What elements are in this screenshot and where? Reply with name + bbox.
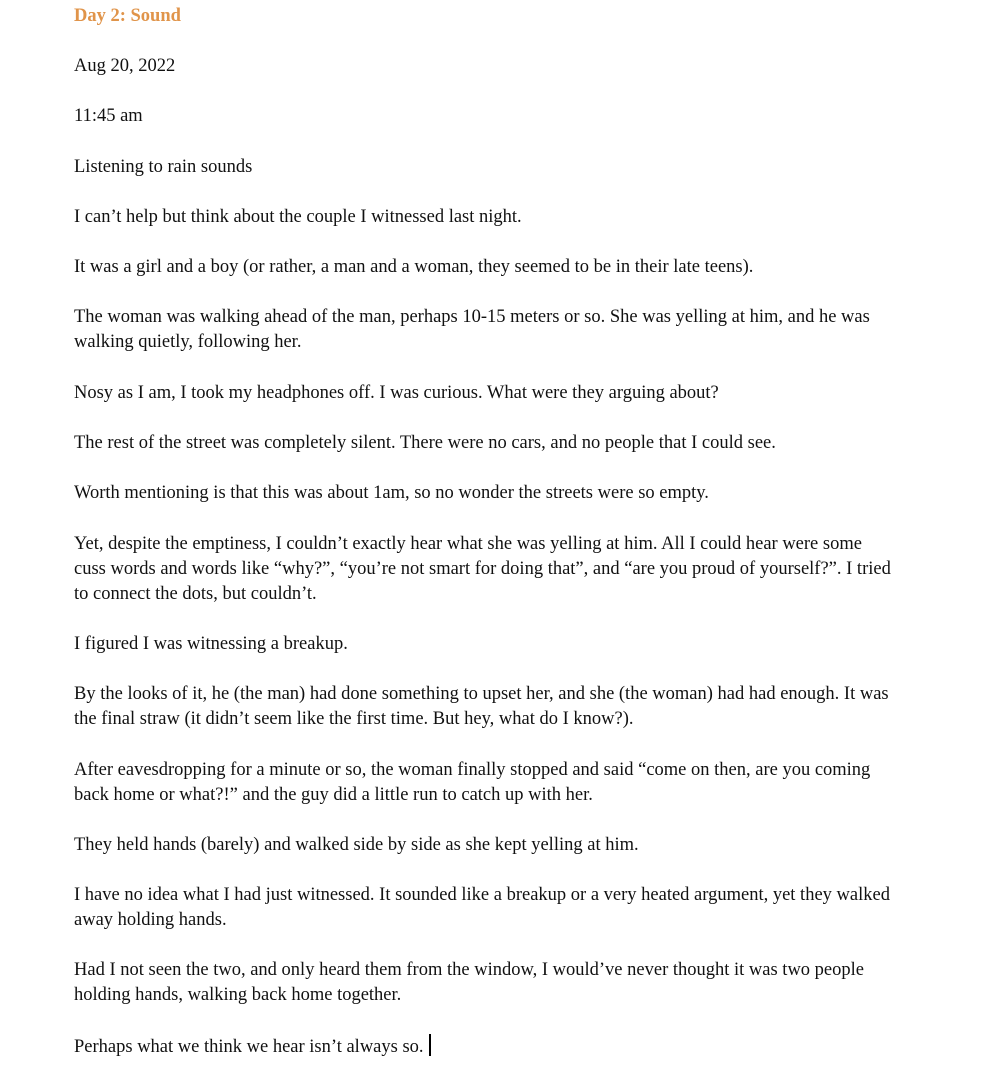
paragraph: They held hands (barely) and walked side by side as she kept yelling at him. [74,834,639,855]
entry-time: 11:45 am [74,106,143,127]
paragraph: Yet, despite the emptiness, I couldn’t exactly hear what she was yelling at him. All I could hear were some cuss words and words like “why?”, “you’re not smart for doing that”, and “are you proud of yourself?”. I tried to connect the dots, but couldn’t. [74,533,891,604]
paragraph: Nosy as I am, I took my headphones off. I was curious. What were they arguing about? [74,382,719,403]
paragraph: By the looks of it, he (the man) had done something to upset her, and she (the woman) had had enough. It was the final straw (it didn’t seem like the first time. But hey, what do I know?). [74,684,889,730]
paragraph: Had I not seen the two, and only heard them from the window, I would’ve never thought it was two people holding hands, walking back home together. [74,960,864,1006]
entry-date: Aug 20, 2022 [74,56,176,76]
paragraph: I figured I was witnessing a breakup. [74,633,348,654]
last-paragraph[interactable] [74,1034,894,1060]
paragraph: I have no idea what I had just witnessed. It sounded like a breakup or a very heated argument, yet they walked away holding hands. [74,885,890,931]
text-cursor [429,1034,431,1056]
paragraph-text: Perhaps what we think we hear isn’t always so. [74,1036,424,1057]
document-body[interactable] [74,4,894,1085]
paragraph: Listening to rain sounds [74,156,253,177]
paragraph: Worth mentioning is that this was about 1am, so no wonder the streets were so empty. [74,483,709,504]
document-title: Day 2: Sound [74,6,181,26]
paragraph: It was a girl and a boy (or rather, a man and a woman, they seemed to be in their late teens). [74,257,754,278]
paragraph: I can’t help but think about the couple I witnessed last night. [74,206,522,227]
paragraph: After eavesdropping for a minute or so, the woman finally stopped and said “come on then, are you coming back home or what?!” and the guy did a little run to catch up with her. [74,759,871,805]
paragraph: The woman was walking ahead of the man, perhaps 10-15 meters or so. She was yelling at him, and he was walking quietly, following her. [74,307,870,353]
paragraph: The rest of the street was completely silent. There were no cars, and no people that I could see. [74,433,776,454]
